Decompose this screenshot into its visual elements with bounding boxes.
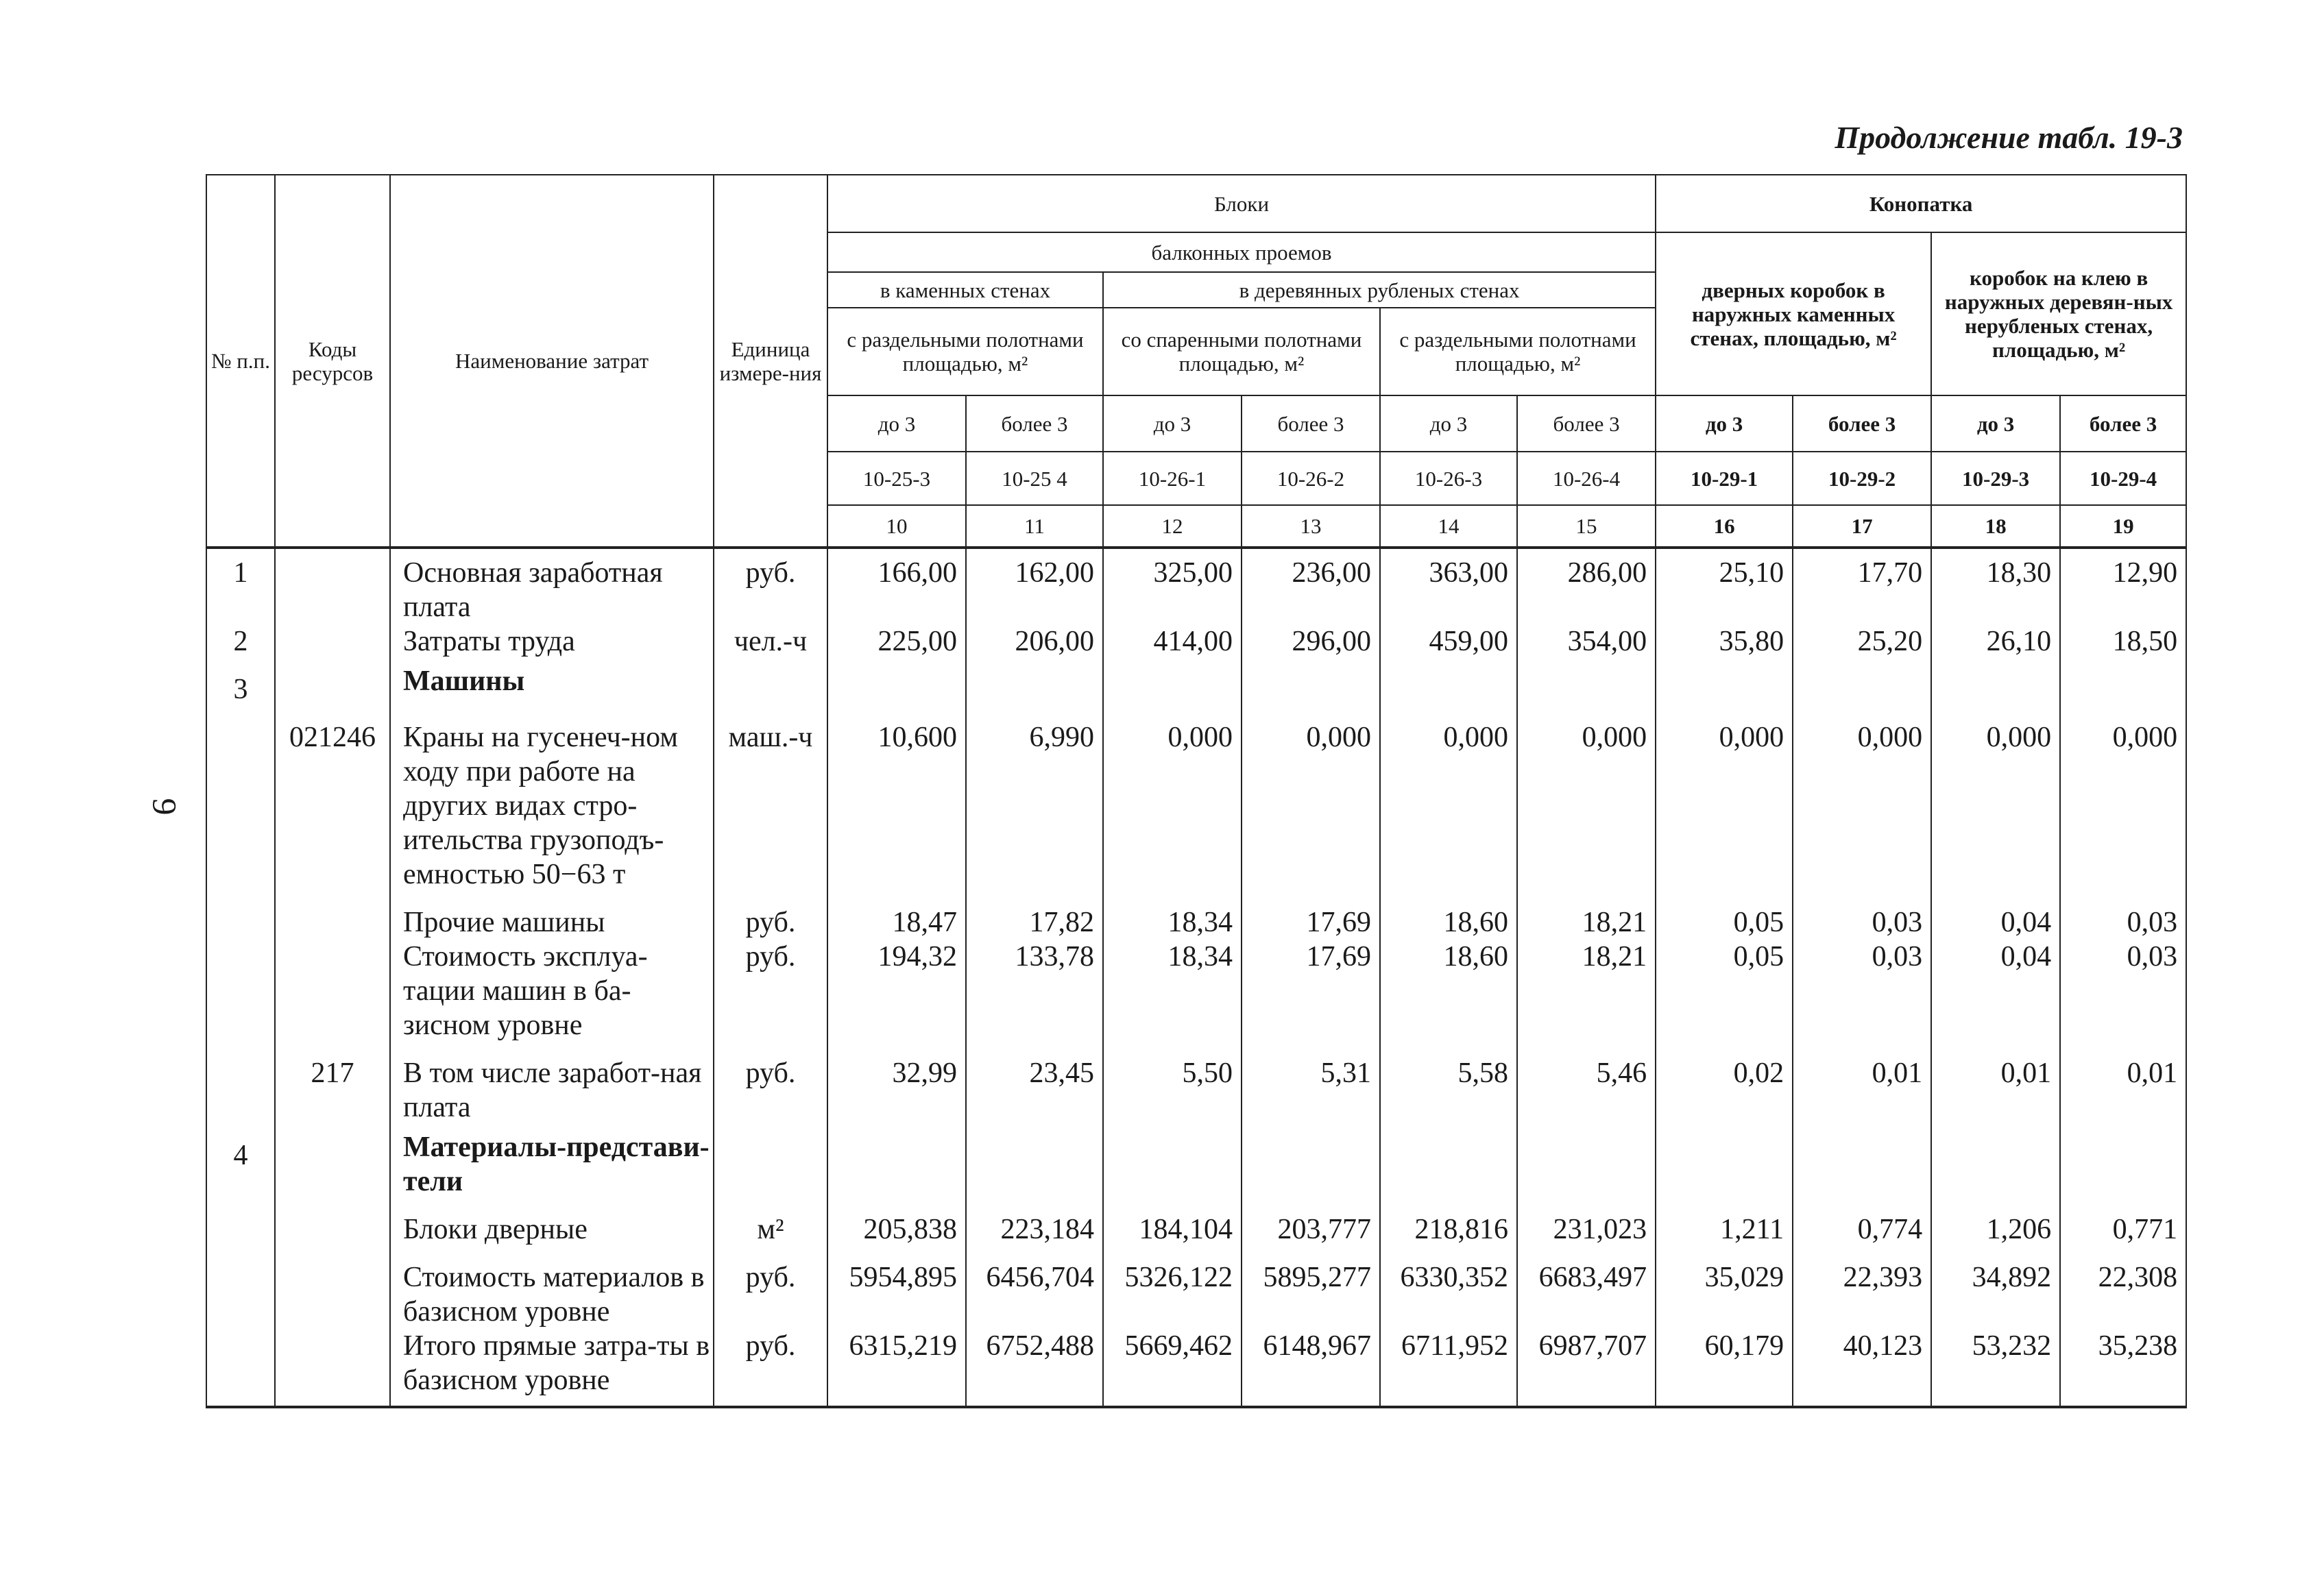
value-cell: 162,00 <box>966 548 1103 624</box>
value-cell: 0,04 <box>1931 892 2060 940</box>
table-row <box>206 659 2186 707</box>
table-row <box>206 892 2186 940</box>
value-cell: 35,80 <box>1656 624 1793 659</box>
value-cell: 25,20 <box>1793 624 1931 659</box>
header-colnum: 10 <box>827 505 966 548</box>
row-number: 4 <box>206 1125 275 1199</box>
header-num: № п.п. <box>206 175 275 548</box>
unit: руб. <box>714 1247 827 1329</box>
value-cell: 296,00 <box>1242 624 1380 659</box>
header-unit: Единица измере-ния <box>714 175 827 548</box>
value-cell: 0,774 <box>1793 1199 1931 1247</box>
value-cell: 6752,488 <box>966 1329 1103 1407</box>
table-row <box>206 707 2186 892</box>
value-cell: 18,47 <box>827 892 966 940</box>
value-cell: 0,000 <box>1656 707 1793 892</box>
value-cell: 18,60 <box>1380 940 1517 1042</box>
value-cell: 18,21 <box>1517 940 1656 1042</box>
resource-code <box>275 892 390 940</box>
value-cell: 223,184 <box>966 1199 1103 1247</box>
header-colnum: 16 <box>1656 505 1793 548</box>
header-code: 10-29-3 <box>1931 452 2060 505</box>
value-cell: 0,05 <box>1656 892 1793 940</box>
value-cell: 0,000 <box>1517 707 1656 892</box>
header-konopatka-2: коробок на клею в наружных деревян-ных нерубленых стенах, площадью, м² <box>1931 232 2186 395</box>
header-group-bloki: Блоки <box>827 175 1656 232</box>
value-cell: 6330,352 <box>1380 1247 1517 1329</box>
value-cell <box>1103 659 1242 707</box>
value-cell: 53,232 <box>1931 1329 2060 1407</box>
value-cell: 5895,277 <box>1242 1247 1380 1329</box>
header-name: Наименование затрат <box>390 175 714 548</box>
header-code: 10-26-1 <box>1103 452 1242 505</box>
header-codes: Коды ресурсов <box>275 175 390 548</box>
section-heading: Машины <box>390 659 714 707</box>
value-cell: 5954,895 <box>827 1247 966 1329</box>
value-cell: 35,029 <box>1656 1247 1793 1329</box>
value-cell: 34,892 <box>1931 1247 2060 1329</box>
table-row <box>206 1199 2186 1247</box>
value-cell: 12,90 <box>2060 548 2186 624</box>
row-number <box>206 892 275 940</box>
value-cell: 206,00 <box>966 624 1103 659</box>
value-cell: 0,04 <box>1931 940 2060 1042</box>
value-cell: 18,34 <box>1103 892 1242 940</box>
header-colnum: 13 <box>1242 505 1380 548</box>
value-cell <box>1793 659 1931 707</box>
unit: руб. <box>714 1042 827 1125</box>
value-cell: 0,000 <box>1793 707 1931 892</box>
row-number: 2 <box>206 624 275 659</box>
value-cell <box>1931 659 2060 707</box>
value-cell: 22,393 <box>1793 1247 1931 1329</box>
value-cell: 40,123 <box>1793 1329 1931 1407</box>
value-cell: 5669,462 <box>1103 1329 1242 1407</box>
unit: м² <box>714 1199 827 1247</box>
header-range: более 3 <box>966 395 1103 452</box>
value-cell <box>1380 1125 1517 1199</box>
row-number <box>206 1042 275 1125</box>
value-cell: 18,50 <box>2060 624 2186 659</box>
header-range: до 3 <box>1103 395 1242 452</box>
value-cell <box>1656 1125 1793 1199</box>
cost-name: Основная заработная плата <box>390 548 714 624</box>
header-range: более 3 <box>1793 395 1931 452</box>
value-cell: 203,777 <box>1242 1199 1380 1247</box>
value-cell <box>2060 659 2186 707</box>
value-cell <box>1656 659 1793 707</box>
value-cell: 17,69 <box>1242 892 1380 940</box>
value-cell: 17,82 <box>966 892 1103 940</box>
cost-name: Прочие машины <box>390 892 714 940</box>
unit <box>714 659 827 707</box>
header-konopatka-1: дверных коробок в наружных каменных стенах, площадью, м² <box>1656 232 1931 395</box>
value-cell: 22,308 <box>2060 1247 2186 1329</box>
value-cell: 205,838 <box>827 1199 966 1247</box>
table-row <box>206 1329 2186 1407</box>
unit: чел.-ч <box>714 624 827 659</box>
value-cell: 0,03 <box>1793 892 1931 940</box>
value-cell: 18,30 <box>1931 548 2060 624</box>
header-balkon: балконных проемов <box>827 232 1656 272</box>
header-range: до 3 <box>1380 395 1517 452</box>
header-range: до 3 <box>827 395 966 452</box>
header-code: 10-25 4 <box>966 452 1103 505</box>
header-sub-2: со спаренными полотнами площадью, м² <box>1103 308 1380 395</box>
unit: маш.-ч <box>714 707 827 892</box>
header-colnum: 12 <box>1103 505 1242 548</box>
row-number <box>206 1329 275 1407</box>
header-code: 10-29-1 <box>1656 452 1793 505</box>
table-row <box>206 624 2186 659</box>
value-cell <box>1517 659 1656 707</box>
value-cell: 60,179 <box>1656 1329 1793 1407</box>
resource-code <box>275 624 390 659</box>
value-cell: 1,211 <box>1656 1199 1793 1247</box>
value-cell: 6315,219 <box>827 1329 966 1407</box>
cost-name: Стоимость эксплуа-тации машин в ба-зисном уровне <box>390 940 714 1042</box>
row-number: 3 <box>206 659 275 707</box>
value-cell: 166,00 <box>827 548 966 624</box>
value-cell: 5,46 <box>1517 1042 1656 1125</box>
value-cell: 0,000 <box>1242 707 1380 892</box>
value-cell: 25,10 <box>1656 548 1793 624</box>
header-sub-1: с раздельными полотнами площадью, м² <box>827 308 1103 395</box>
value-cell: 0,000 <box>1103 707 1242 892</box>
cost-name: В том числе заработ-ная плата <box>390 1042 714 1125</box>
value-cell: 218,816 <box>1380 1199 1517 1247</box>
value-cell <box>1242 1125 1380 1199</box>
value-cell: 26,10 <box>1931 624 2060 659</box>
norms-table <box>206 174 2187 1408</box>
unit: руб. <box>714 548 827 624</box>
resource-code <box>275 659 390 707</box>
value-cell: 10,600 <box>827 707 966 892</box>
resource-code <box>275 940 390 1042</box>
value-cell: 0,000 <box>1380 707 1517 892</box>
value-cell: 6987,707 <box>1517 1329 1656 1407</box>
cost-name: Краны на гусенеч-ном ходу при работе на других видах стро-ительства грузоподъ-емностью 50−63 т <box>390 707 714 892</box>
header-range: более 3 <box>1517 395 1656 452</box>
header-colnum: 18 <box>1931 505 2060 548</box>
header-code: 10-26-4 <box>1517 452 1656 505</box>
value-cell: 1,206 <box>1931 1199 2060 1247</box>
row-number <box>206 1199 275 1247</box>
value-cell <box>1931 1125 2060 1199</box>
cost-name: Итого прямые затра-ты в базисном уровне <box>390 1329 714 1407</box>
value-cell: 5,50 <box>1103 1042 1242 1125</box>
value-cell: 6456,704 <box>966 1247 1103 1329</box>
value-cell: 0,05 <box>1656 940 1793 1042</box>
value-cell: 325,00 <box>1103 548 1242 624</box>
value-cell: 0,01 <box>1931 1042 2060 1125</box>
cost-name: Блоки дверные <box>390 1199 714 1247</box>
resource-code <box>275 548 390 624</box>
row-number <box>206 707 275 892</box>
value-cell: 0,03 <box>1793 940 1931 1042</box>
table-row <box>206 1125 2186 1199</box>
value-cell: 5,31 <box>1242 1042 1380 1125</box>
table-row <box>206 940 2186 1042</box>
value-cell: 0,02 <box>1656 1042 1793 1125</box>
unit <box>714 1125 827 1199</box>
unit: руб. <box>714 940 827 1042</box>
header-colnum: 11 <box>966 505 1103 548</box>
resource-code <box>275 1247 390 1329</box>
row-number: 1 <box>206 548 275 624</box>
value-cell: 194,32 <box>827 940 966 1042</box>
value-cell: 225,00 <box>827 624 966 659</box>
value-cell: 0,01 <box>1793 1042 1931 1125</box>
value-cell: 363,00 <box>1380 548 1517 624</box>
value-cell: 6148,967 <box>1242 1329 1380 1407</box>
row-number <box>206 940 275 1042</box>
header-range: более 3 <box>2060 395 2186 452</box>
value-cell: 35,238 <box>2060 1329 2186 1407</box>
value-cell <box>1242 659 1380 707</box>
value-cell <box>1517 1125 1656 1199</box>
table-row <box>206 1247 2186 1329</box>
value-cell: 5,58 <box>1380 1042 1517 1125</box>
header-code: 10-29-2 <box>1793 452 1931 505</box>
value-cell: 18,21 <box>1517 892 1656 940</box>
resource-code <box>275 1125 390 1199</box>
unit: руб. <box>714 892 827 940</box>
value-cell: 6711,952 <box>1380 1329 1517 1407</box>
value-cell <box>827 1125 966 1199</box>
value-cell: 32,99 <box>827 1042 966 1125</box>
value-cell <box>2060 1125 2186 1199</box>
header-colnum: 15 <box>1517 505 1656 548</box>
header-derevyannye: в деревянных рубленых стенах <box>1103 272 1656 308</box>
header-code: 10-26-3 <box>1380 452 1517 505</box>
value-cell: 414,00 <box>1103 624 1242 659</box>
resource-code <box>275 1329 390 1407</box>
cost-name: Затраты труда <box>390 624 714 659</box>
value-cell: 0,000 <box>1931 707 2060 892</box>
resource-code: 021246 <box>275 707 390 892</box>
value-cell: 0,01 <box>2060 1042 2186 1125</box>
table-row <box>206 548 2186 624</box>
value-cell <box>1103 1125 1242 1199</box>
header-kamennye: в каменных стенах <box>827 272 1103 308</box>
value-cell <box>966 1125 1103 1199</box>
header-code: 10-26-2 <box>1242 452 1380 505</box>
value-cell <box>827 659 966 707</box>
header-code: 10-29-4 <box>2060 452 2186 505</box>
value-cell: 184,104 <box>1103 1199 1242 1247</box>
header-group-konopatka: Конопатка <box>1656 175 2186 232</box>
value-cell: 459,00 <box>1380 624 1517 659</box>
value-cell: 0,03 <box>2060 892 2186 940</box>
value-cell: 5326,122 <box>1103 1247 1242 1329</box>
value-cell: 0,03 <box>2060 940 2186 1042</box>
header-code: 10-25-3 <box>827 452 966 505</box>
value-cell: 23,45 <box>966 1042 1103 1125</box>
header-range: более 3 <box>1242 395 1380 452</box>
value-cell: 354,00 <box>1517 624 1656 659</box>
value-cell: 236,00 <box>1242 548 1380 624</box>
header-colnum: 17 <box>1793 505 1931 548</box>
header-range: до 3 <box>1931 395 2060 452</box>
page-number: 9 <box>145 798 184 816</box>
value-cell: 18,34 <box>1103 940 1242 1042</box>
value-cell: 0,000 <box>2060 707 2186 892</box>
value-cell <box>1793 1125 1931 1199</box>
value-cell: 6683,497 <box>1517 1247 1656 1329</box>
header-range: до 3 <box>1656 395 1793 452</box>
value-cell: 17,69 <box>1242 940 1380 1042</box>
section-heading: Материалы-представи-тели <box>390 1125 714 1199</box>
unit: руб. <box>714 1329 827 1407</box>
header-colnum: 14 <box>1380 505 1517 548</box>
value-cell <box>1380 659 1517 707</box>
header-colnum: 19 <box>2060 505 2186 548</box>
value-cell: 231,023 <box>1517 1199 1656 1247</box>
resource-code: 217 <box>275 1042 390 1125</box>
value-cell: 0,771 <box>2060 1199 2186 1247</box>
row-number <box>206 1247 275 1329</box>
value-cell: 286,00 <box>1517 548 1656 624</box>
value-cell: 6,990 <box>966 707 1103 892</box>
table-caption: Продолжение табл. 19-3 <box>1835 120 2183 155</box>
cost-name: Стоимость материалов в базисном уровне <box>390 1247 714 1329</box>
value-cell: 18,60 <box>1380 892 1517 940</box>
resource-code <box>275 1199 390 1247</box>
header-sub-3: с раздельными полотнами площадью, м² <box>1380 308 1656 395</box>
value-cell: 17,70 <box>1793 548 1931 624</box>
table-row <box>206 1042 2186 1125</box>
value-cell <box>966 659 1103 707</box>
value-cell: 133,78 <box>966 940 1103 1042</box>
